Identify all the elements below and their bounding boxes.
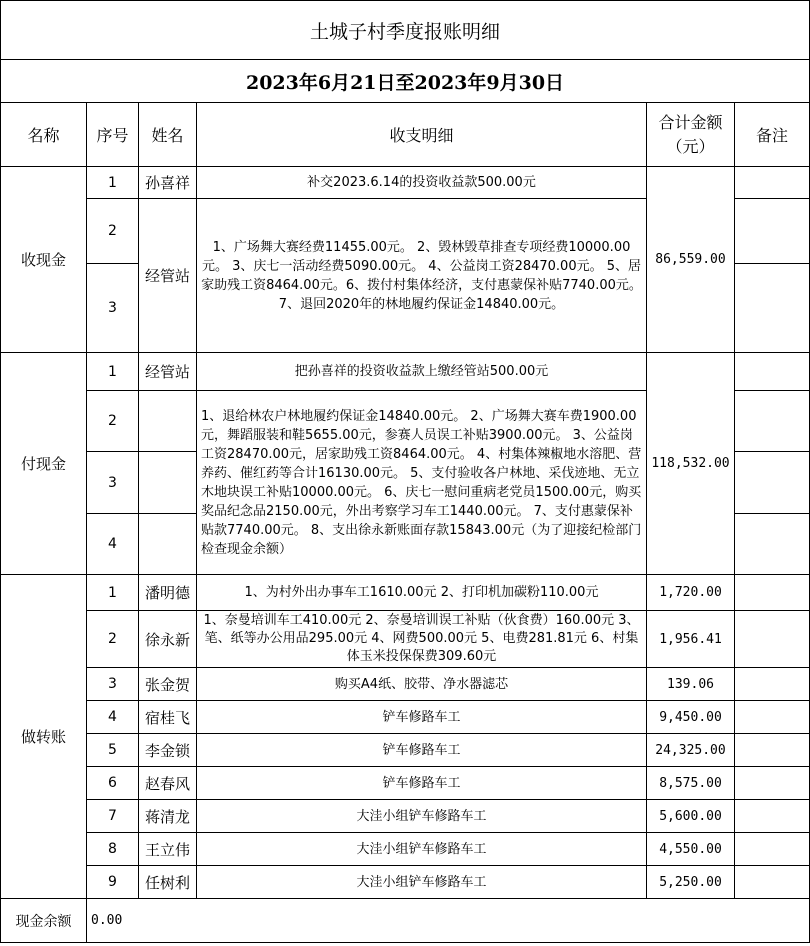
transfer-name: 宿桂飞 (139, 701, 197, 734)
payment-seq-1: 1 (87, 353, 139, 391)
header-detail: 收支明细 (197, 103, 647, 167)
payment-name-1: 经管站 (139, 353, 197, 391)
transfer-seq: 3 (87, 668, 139, 701)
payment-detail-merged: 1、退给林农户林地履约保证金14840.00元。 2、广场舞大赛车费1900.00元，舞蹈服装和鞋5655.00元，参赛人员误工补贴3900.00元。 3、公益岗工资28470.00元，居家助残工资8464.00元。 4、村集体辣椒地水溶肥、营养药、催红药等合计16130.00元。 5、支付验收各户林地、采伐迹地、无立木地块误工补贴10000.00元。 6、庆七一慰问重病老党员1500.00元，购买奖品纪念品2150.00元，外出考察学习车工1440.00元。 7、支付惠蒙保补贴款7740.00元。 8、支出徐永新账面存款15843.00元（为了迎接纪检部门检查现金余额） (197, 391, 647, 575)
transfer-name: 王立伟 (139, 833, 197, 866)
income-note-1 (735, 167, 810, 199)
transfer-note (735, 668, 810, 701)
transfer-seq: 4 (87, 701, 139, 734)
income-name-1: 孙喜祥 (139, 167, 197, 199)
payment-seq-3: 3 (87, 452, 139, 514)
transfer-detail: 购买A4纸、胶带、净水器滤芯 (197, 668, 647, 701)
payment-seq-2: 2 (87, 391, 139, 452)
transfer-detail: 铲车修路车工 (197, 734, 647, 767)
transfer-note (735, 734, 810, 767)
income-category: 收现金 (1, 167, 87, 353)
income-detail-1: 补交2023.6.14的投资收益款500.00元 (197, 167, 647, 199)
transfer-detail: 1、奈曼培训车工410.00元 2、奈曼培训误工补贴（伙食费）160.00元 3、笔、纸等办公用品295.00元 4、网费500.00元 5、电费281.81元 6、村集体玉米投保保费309.60元 (197, 611, 647, 668)
income-total: 86,559.00 (647, 167, 735, 353)
payment-name-4 (139, 514, 197, 575)
transfer-note (735, 701, 810, 734)
transfer-amount: 24,325.00 (647, 734, 735, 767)
header-total: 合计金额（元） (647, 103, 735, 167)
payment-total: 118,532.00 (647, 353, 735, 575)
header-seq: 序号 (87, 103, 139, 167)
payment-name-3 (139, 452, 197, 514)
transfer-name: 徐永新 (139, 611, 197, 668)
transfer-seq: 2 (87, 611, 139, 668)
transfer-detail: 大洼小组铲车修路车工 (197, 800, 647, 833)
header-category: 名称 (1, 103, 87, 167)
transfer-note (735, 767, 810, 800)
transfer-detail: 大洼小组铲车修路车工 (197, 833, 647, 866)
transfer-amount: 4,550.00 (647, 833, 735, 866)
transfer-name: 赵春风 (139, 767, 197, 800)
transfer-detail: 1、为村外出办事车工1610.00元 2、打印机加碳粉110.00元 (197, 575, 647, 611)
transfer-seq: 5 (87, 734, 139, 767)
transfer-amount: 9,450.00 (647, 701, 735, 734)
page-title: 土城子村季度报账明细 (1, 1, 810, 60)
cash-balance-value: 0.00 (87, 899, 810, 943)
transfer-note (735, 800, 810, 833)
transfer-name: 张金贺 (139, 668, 197, 701)
income-seq-1: 1 (87, 167, 139, 199)
payment-seq-4: 4 (87, 514, 139, 575)
transfer-seq: 9 (87, 866, 139, 899)
transfer-name: 潘明德 (139, 575, 197, 611)
transfer-name: 李金锁 (139, 734, 197, 767)
transfer-detail: 铲车修路车工 (197, 701, 647, 734)
cash-balance-label: 现金余额 (1, 899, 87, 943)
transfer-amount: 5,250.00 (647, 866, 735, 899)
payment-note-4 (735, 514, 810, 575)
transfer-note (735, 575, 810, 611)
transfer-note (735, 866, 810, 899)
transfer-detail: 铲车修路车工 (197, 767, 647, 800)
header-note: 备注 (735, 103, 810, 167)
header-name: 姓名 (139, 103, 197, 167)
transfer-detail: 大洼小组铲车修路车工 (197, 866, 647, 899)
transfer-seq: 1 (87, 575, 139, 611)
transfer-note (735, 833, 810, 866)
transfer-name: 任树利 (139, 866, 197, 899)
payment-note-3 (735, 452, 810, 514)
transfer-amount: 1,720.00 (647, 575, 735, 611)
transfer-seq: 8 (87, 833, 139, 866)
transfer-seq: 7 (87, 800, 139, 833)
transfer-name: 蒋清龙 (139, 800, 197, 833)
payment-category: 付现金 (1, 353, 87, 575)
transfer-category: 做转账 (1, 575, 87, 899)
payment-name-2 (139, 391, 197, 452)
payment-detail-1: 把孙喜祥的投资收益款上缴经管站500.00元 (197, 353, 647, 391)
transfer-seq: 6 (87, 767, 139, 800)
payment-note-2 (735, 391, 810, 452)
income-detail-merged: 1、广场舞大赛经费11455.00元。 2、毁林毁草排查专项经费10000.00元。 3、庆七一活动经费5090.00元。 4、公益岗工资28470.00元。 5、居家助残工资8464.00元。6、拨付村集体经济，支付惠蒙保补贴7740.00元。 7、退回2020年的林地履约保证金14840.00元。 (197, 199, 647, 353)
transfer-note (735, 611, 810, 668)
income-name-merged: 经管站 (139, 199, 197, 353)
period-heading: 2023年6月21日至2023年9月30日 (1, 60, 810, 103)
transfer-amount: 139.06 (647, 668, 735, 701)
income-note-2 (735, 199, 810, 264)
income-note-3 (735, 264, 810, 353)
income-seq-2: 2 (87, 199, 139, 264)
transfer-amount: 1,956.41 (647, 611, 735, 668)
transfer-amount: 5,600.00 (647, 800, 735, 833)
income-seq-3: 3 (87, 264, 139, 353)
transfer-amount: 8,575.00 (647, 767, 735, 800)
payment-note-1 (735, 353, 810, 391)
